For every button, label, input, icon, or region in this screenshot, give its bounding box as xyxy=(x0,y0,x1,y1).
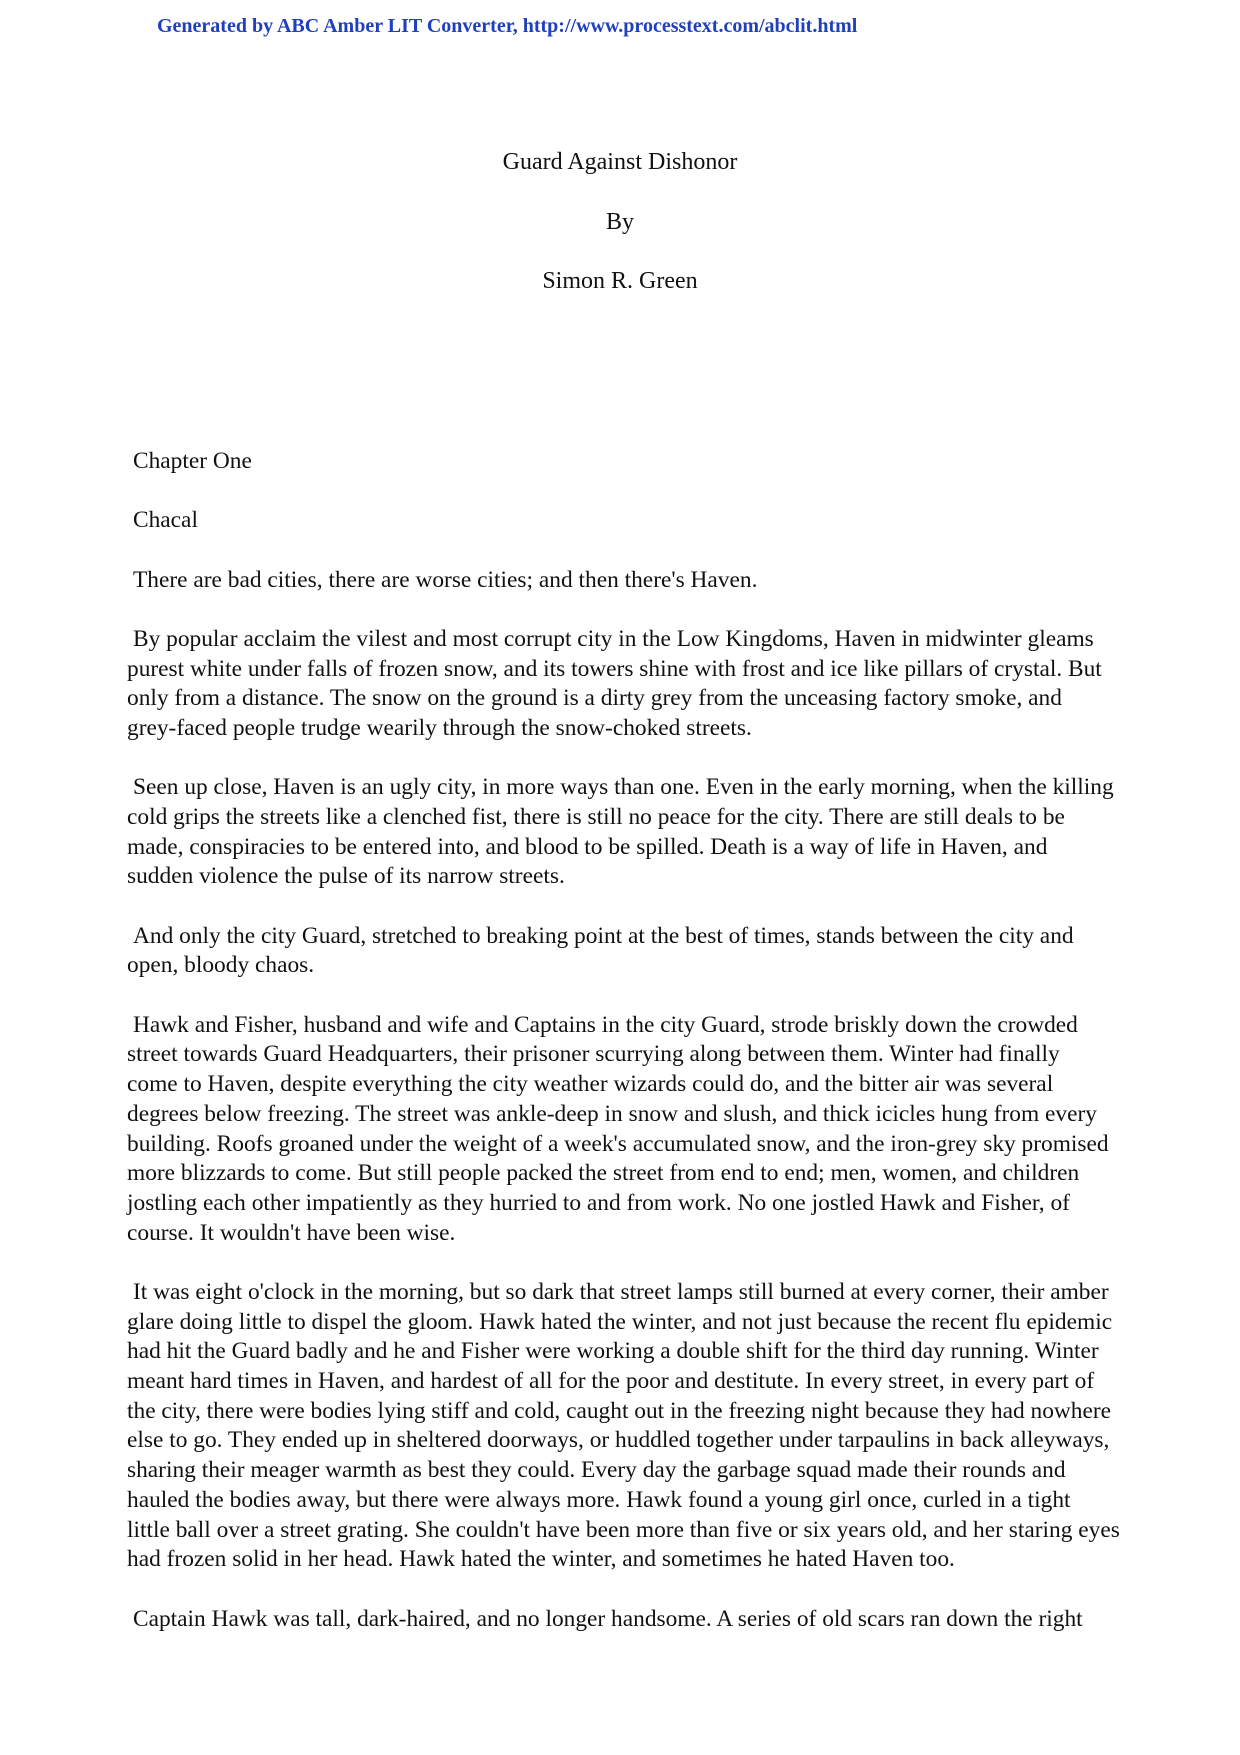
document-body xyxy=(127,447,1127,1664)
paragraph xyxy=(127,566,1127,596)
paragraph-line: the city, there were bodies lying stiff and cold, caught out in the freezing night because they had nowhere xyxy=(127,1397,1112,1424)
paragraph xyxy=(127,773,1127,892)
paragraph-line: course. It wouldn't have been wise. xyxy=(127,1219,456,1246)
paragraph-line: sharing their meager warmth as best they could. Every day the garbage squad made their rounds and xyxy=(127,1457,1066,1484)
paragraph-line: There are bad cities, there are worse cities; and then there's Haven. xyxy=(133,566,758,593)
paragraph-line: It was eight o'clock in the morning, but so dark that street lamps still burned at every corner, their amber xyxy=(133,1278,1109,1305)
paragraph-line: And only the city Guard, stretched to breaking point at the best of times, stands between the city and xyxy=(133,922,1074,949)
paragraph xyxy=(127,1605,1127,1635)
paragraph-line: cold grips the streets like a clenched fist, there is still no peace for the city. There are still deals to be xyxy=(127,804,1065,830)
paragraph-line: little ball over a street grating. She couldn't have been more than five or six years old, and her staring eyes xyxy=(127,1516,1120,1543)
paragraph-line: grey-faced people trudge wearily through the snow-choked streets. xyxy=(127,715,752,741)
book-author: Simon R. Green xyxy=(542,268,698,294)
paragraph-line: Captain Hawk was tall, dark-haired, and no longer handsome. A series of old scars ran down the right xyxy=(133,1605,1083,1632)
paragraph-line: made, conspiracies to be entered into, and blood to be spilled. Death is a way of life in Haven, and xyxy=(127,833,1048,860)
paragraph-list xyxy=(127,566,1127,1635)
paragraph-line: meant hard times in Haven, and hardest of all for the poor and destitute. In every street, in every part of xyxy=(127,1368,1095,1395)
paragraph-line: degrees below freezing. The street was ankle-deep in snow and slush, and thick icicles hung from every xyxy=(127,1100,1097,1127)
paragraph-line: Seen up close, Haven is an ugly city, in more ways than one. Even in the early morning, when the killing xyxy=(133,774,1114,801)
paragraph-line: else to go. They ended up in sheltered doorways, or huddled together under tarpaulins in back alleyways, xyxy=(127,1427,1110,1454)
paragraph xyxy=(127,1278,1127,1575)
paragraph-line: only from a distance. The snow on the ground is a dirty grey from the unceasing factory smoke, and xyxy=(127,685,1062,712)
paragraph-line: sudden violence the pulse of its narrow streets. xyxy=(127,863,565,890)
paragraph-line: had hit the Guard badly and he and Fisher were working a double shift for the third day running. Winter xyxy=(127,1338,1099,1365)
paragraph-line: street towards Guard Headquarters, their prisoner scurrying along between them. Winter had finally xyxy=(127,1041,1060,1068)
paragraph-line: building. Roofs groaned under the weight of a week's accumulated snow, and the iron-grey sky promised xyxy=(127,1130,1109,1157)
paragraph-line: By popular acclaim the vilest and most corrupt city in the Low Kingdoms, Haven in midwinter gleams xyxy=(133,625,1094,652)
paragraph xyxy=(127,1011,1127,1249)
byline-by: By xyxy=(605,209,634,235)
paragraph-line: open, bloody chaos. xyxy=(127,952,315,979)
paragraph-line: glare doing little to dispel the gloom. Hawk hated the winter, and not just because the recent flu epidemic xyxy=(127,1308,1113,1335)
book-title: Guard Against Dishonor xyxy=(502,149,738,175)
paragraph xyxy=(127,922,1127,981)
paragraph-line: had frozen solid in her head. Hawk hated the winter, and sometimes he hated Haven too. xyxy=(127,1546,955,1573)
chapter-name: Chacal xyxy=(133,507,198,534)
paragraph-line: jostling each other impatiently as they hurried to and from work. No one jostled Hawk and Fisher, of xyxy=(127,1189,1070,1216)
paragraph-line: hauled the bodies away, but there were always more. Hawk found a young girl once, curled in a tight xyxy=(127,1486,1071,1513)
chapter-number: Chapter One xyxy=(133,448,252,474)
paragraph-line: more blizzards to come. But still people packed the street from end to end; men, women, and children xyxy=(127,1160,1080,1187)
paragraph-line: come to Haven, despite everything the city weather wizards could do, and the bitter air was several xyxy=(127,1071,1054,1098)
paragraph-line: purest white under falls of frozen snow, and its towers shine with frost and ice like pillars of crystal. But xyxy=(127,655,1102,682)
paragraph-line: Hawk and Fisher, husband and wife and Captains in the city Guard, strode briskly down the crowded xyxy=(133,1011,1078,1038)
paragraph xyxy=(127,625,1127,744)
converter-banner: Generated by ABC Amber LIT Converter, http://www.processtext.com/abclit.html xyxy=(157,15,858,37)
